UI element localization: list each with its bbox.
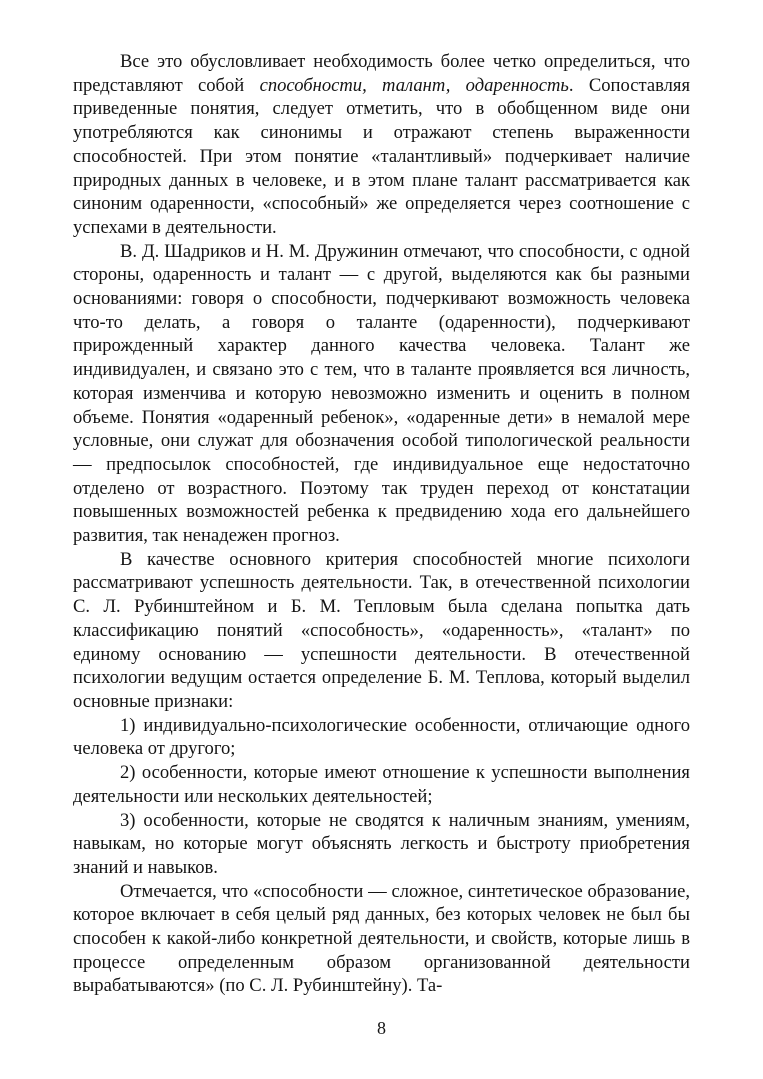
list-item-3: 3) особенности, которые не сводятся к наличным знаниям, умениям, навыкам, но которые могут объяснять легкость и быстроту приобретения знаний и навыков. bbox=[73, 809, 690, 878]
page-number: 8 bbox=[377, 1018, 386, 1038]
paragraph-2: В. Д. Шадриков и Н. М. Дружинин отмечают, что способности, с одной стороны, одаренность и талант — с другой, выделяются как бы разными основаниями: говоря о способности, подчеркивают возможность человека что-то делать, а говоря о таланте (одаренности), подчеркивают прирожденный характер данного качества человека. Талант же индивидуален, и связано это с тем, что в таланте проявляется вся личность, которая изменчива и которую невозможно изменить и оценить в полном объеме. Понятия «одаренный ребенок», «одаренные дети» в немалой мере условные, они служат для обозначения особой типологической реальности — предпосылок способностей, где индивидуальное еще недостаточно отделено от возрастного. Поэтому так труден переход от констатации повышенных возможностей ребенка к предвидению хода его дальнейшего развития, так ненадежен прогноз. bbox=[73, 240, 690, 547]
page-body bbox=[73, 50, 690, 998]
list-item-1: 1) индивидуально-психологические особенности, отличающие одного человека от другого; bbox=[73, 714, 690, 760]
list-item-2: 2) особенности, которые имеют отношение к успешности выполнения деятельности или нескольких деятельностей; bbox=[73, 762, 690, 807]
paragraph-4: Отмечается, что «способности — сложное, синтетическое образование, которое включает в себя целый ряд данных, без которых человек не был бы способен к какой-либо конкретной деятельности, и свойств, которые лишь в процессе определенным образом организованной деятельности вырабатываются» (по С. Л. Рубинштейну). Та- bbox=[73, 880, 690, 997]
paragraph-3: В качестве основного критерия способностей многие психологи рассматривают успешность деятельности. Так, в отечественной психологии С. Л. Рубинштейном и Б. М. Тепловым была сделана попытка дать классификацию понятий «способность», «одаренность», «талант» по единому основанию — успешности деятельности. В отечественной психологии ведущим остается определение Б. М. Теплова, который выделил основные признаки: bbox=[73, 548, 690, 712]
paragraph-1 bbox=[73, 50, 690, 240]
paragraph-1-end: . Сопоставляя приведенные понятия, следует отметить, что в обобщенном виде они употребляются как синонимы и отражают степень выраженности способностей. При этом понятие «талантливый» подчеркивает наличие природных данных в человеке, и в этом плане талант рассматривается как синоним одаренности, «способный» же определяется через соотношение с успехами в деятельности. bbox=[73, 74, 691, 238]
paragraph-1-italic-terms: способности, талант, одаренность bbox=[259, 74, 569, 96]
paragraph-1-start: Все это обусловливает необходимость более четко определиться, что представляют собой bbox=[73, 51, 690, 96]
